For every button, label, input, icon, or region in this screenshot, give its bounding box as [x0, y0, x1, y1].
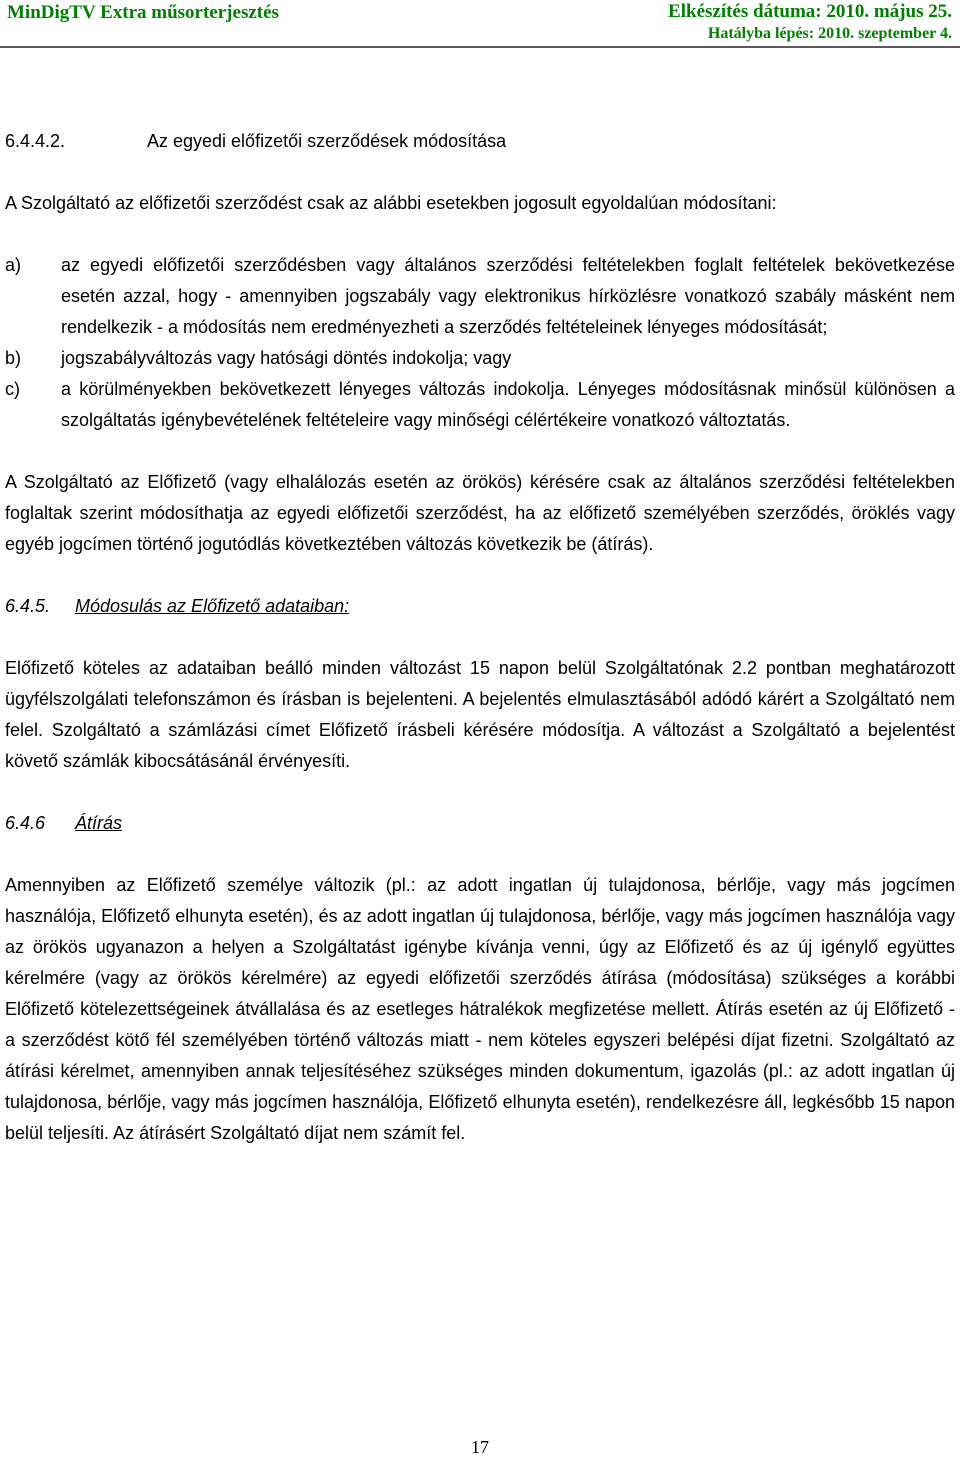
page-number: 17	[471, 1437, 489, 1457]
list-item-text: az egyedi előfizetői szerződésben vagy általános szerződési feltételekben foglalt feltételek bekövetkezése esetén azzal, hogy - amennyiben jogszabály vagy elektronikus hírközlésre vonatkozó szabály másként nem rendelkezik - a módosítás nem eredményezheti a szerződés feltételeinek lényeges módosítását;	[61, 255, 955, 337]
section-heading-646	[0, 808, 960, 839]
list-item-label: a)	[5, 255, 22, 275]
section-number: 6.4.4.2.	[5, 131, 66, 151]
list-item-label: c)	[5, 379, 20, 399]
section-number: 6.4.6	[5, 813, 46, 833]
section-title: Átírás	[75, 813, 123, 833]
header-dates	[668, 2, 952, 44]
document-body	[0, 126, 960, 1149]
header-rule	[0, 46, 960, 48]
list-item-label: b)	[5, 348, 22, 368]
section-intro: A Szolgáltató az előfizetői szerződést csak az alábbi esetekben jogosult egyoldalúan módosítani:	[5, 193, 777, 213]
list-item-text: jogszabályváltozás vagy hatósági döntés indokolja; vagy	[61, 348, 512, 368]
list-item	[0, 374, 960, 436]
section-heading-645	[0, 591, 960, 622]
paragraph-transfer-rules: A Szolgáltató az Előfizető (vagy elhalálozás esetén az örökös) kérésére csak az általános szerződési feltételekben foglaltak szerint módosíthatja az egyedi előfizetői szerződést, ha az előfizető személyében szerződés, öröklés vagy egyéb jogcímen történő jogutódlás következtében változás következik be (átírás).	[5, 472, 955, 554]
page-header	[0, 0, 960, 46]
section-number: 6.4.5.	[5, 596, 51, 616]
list-item	[0, 343, 960, 374]
paragraph-transfer: Amennyiben az Előfizető személye változik (pl.: az adott ingatlan új tulajdonosa, bérlője, vagy más jogcímen használója, Előfizető elhunyta esetén), és az adott ingatlan új tulajdonosa, bérlője, vagy más jogcímen használója vagy az örökös ugyanazon a helyen a Szolgáltatást igénybe kívánja venni, úgy az Előfizető és az új igénylő együttes kérelmére (vagy az örökös kérelmére) az egyedi előfizetői szerződés átírása (módosítása) szükséges a korábbi Előfizető kötelezettségeinek átvállalása és az esetleges hátralékok megfizetése mellett. Átírás esetén az új Előfizető - a szerződést kötő fél személyében történő változás miatt - nem köteles egyszeri belépési díjat fizetni. Szolgáltató az átírási kérelmet, amennyiben annak teljesítéséhez szükséges minden dokumentum, igazolás (pl.: az adott ingatlan új tulajdonosa, bérlője, vagy más jogcímen használója, Előfizető elhunyta esetén), rendelkezésre áll, legkésőbb 15 napon belül teljesíti. Az átírásért Szolgáltató díjat nem számít fel.	[5, 875, 955, 1143]
section-title: Az egyedi előfizetői szerződések módosítása	[147, 131, 507, 151]
header-effective-date: Hatályba lépés: 2010. szeptember 4.	[707, 25, 952, 42]
header-created-date: Elkészítés dátuma: 2010. május 25.	[668, 1, 952, 22]
header-document-title: MinDigTV Extra műsorterjesztés	[7, 2, 279, 23]
paragraph-data-change: Előfizető köteles az adataiban beálló minden változást 15 napon belül Szolgáltatónak 2.2 pontban meghatározott ügyfélszolgálati telefonszámon és írásban is bejelenteni. A bejelentés elmulasztásából adódó kárért a Szolgáltató nem felel. Szolgáltató a számlázási címet Előfizető írásbeli kérésére módosítja. A változást a Szolgáltató a bejelentést követő számlák kibocsátásánál érvényesíti.	[5, 658, 955, 771]
section-title: Módosulás az Előfizető adataiban:	[75, 596, 350, 616]
list-item-text: a körülményekben bekövetkezett lényeges változás indokolja. Lényeges módosításnak minősül különösen a szolgáltatás igénybevételének feltételeire vagy minőségi célértékeire vonatkozó változtatás.	[61, 379, 955, 430]
section-heading-6442	[0, 126, 960, 157]
list-item	[0, 250, 960, 343]
